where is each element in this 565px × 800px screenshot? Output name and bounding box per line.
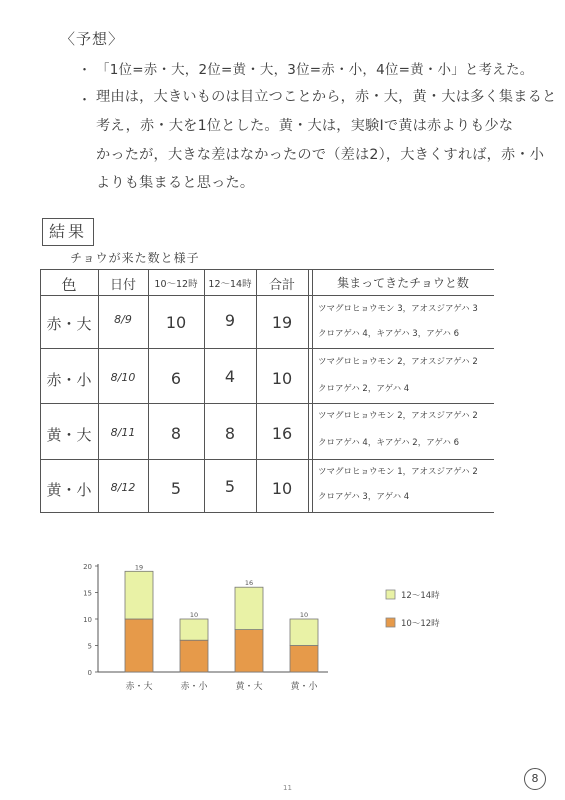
bar-segment	[180, 640, 208, 672]
prediction-point-1: 「1位=赤・大，2位=黄・大，3位=赤・小，4位=黄・小」と考えた。	[96, 62, 534, 78]
row-date: 8/12	[110, 481, 136, 494]
row-butterflies-line: ツマグロヒョウモン 2，アオスジアゲハ 2	[318, 357, 478, 367]
legend-swatch	[386, 618, 395, 627]
table-border	[148, 269, 149, 513]
y-tick-label: 15	[83, 589, 92, 598]
header-am: 10～12時	[154, 279, 198, 290]
row-date: 8/9	[114, 313, 132, 326]
table-border	[256, 269, 257, 513]
results-table	[40, 269, 494, 513]
row-pm: 4	[224, 367, 236, 386]
prediction-point-2-line-4: よりも集まると思った。	[96, 175, 255, 191]
table-border	[40, 295, 494, 296]
header-date: 日付	[109, 278, 136, 293]
row-pm: 8	[224, 424, 236, 443]
header-butterflies: 集まってきたチョウと数	[337, 276, 469, 290]
row-date: 8/11	[110, 426, 136, 439]
row-total: 16	[271, 424, 293, 443]
bar-total-label: 19	[134, 563, 144, 572]
bar-segment	[235, 630, 263, 672]
legend-label: 12～14時	[401, 591, 440, 601]
y-tick-label: 5	[87, 642, 92, 651]
bar-segment	[125, 571, 153, 619]
x-tick-label: 黄・大	[235, 682, 263, 692]
row-am: 6	[170, 369, 182, 388]
row-pm: 9	[224, 311, 236, 330]
bullet-marker: ・	[78, 93, 92, 108]
legend-swatch	[386, 590, 395, 599]
x-tick-label: 黄・小	[290, 682, 318, 692]
bullet-marker: ・	[78, 63, 92, 78]
prediction-heading: 〈予想〉	[60, 30, 125, 48]
bar-segment	[180, 619, 208, 640]
bar-segment	[125, 619, 153, 672]
row-pm: 5	[224, 477, 236, 496]
page-number: 8	[524, 768, 546, 790]
bar-total-label: 10	[299, 611, 309, 619]
y-tick-label: 20	[83, 563, 92, 571]
bar-total-label: 10	[189, 611, 199, 619]
row-butterflies-line: ツマグロヒョウモン 2，アオスジアゲハ 2	[318, 411, 478, 421]
row-date: 8/10	[110, 371, 136, 384]
row-am: 5	[170, 479, 182, 498]
row-color: 黄・小	[46, 481, 92, 499]
header-pm: 12～14時	[208, 279, 252, 290]
table-border	[40, 348, 494, 349]
row-butterflies-line: クロアゲハ 4，キアゲハ 2，アゲハ 6	[318, 438, 460, 448]
row-butterflies-line: クロアゲハ 4，キアゲハ 3，アゲハ 6	[318, 329, 460, 339]
row-am: 8	[170, 424, 182, 443]
row-total: 19	[271, 313, 293, 332]
x-tick-label: 赤・大	[125, 682, 153, 692]
bar-segment	[290, 619, 318, 646]
prediction-point-2-line-2: 考え，赤・大を1位とした。黄・大は，実験Ⅰで黄は赤よりも少な	[96, 118, 514, 134]
result-label-box: 結果	[42, 218, 94, 246]
table-border	[40, 512, 494, 513]
row-total: 10	[271, 369, 293, 388]
prediction-point-2-line-3: かったが，大きな差はなかったので（差は2），大きくすれば，赤・小	[96, 147, 545, 163]
table-caption: チョウが来た数と様子	[70, 251, 200, 265]
row-am: 10	[165, 313, 187, 332]
table-border	[40, 459, 494, 460]
table-border	[40, 403, 494, 404]
table-border	[308, 269, 309, 513]
x-tick-label: 赤・小	[180, 682, 208, 692]
footer-number: 11	[283, 784, 292, 792]
bar-segment	[235, 587, 263, 629]
row-butterflies-line: クロアゲハ 2，アゲハ 4	[318, 384, 410, 394]
legend-label: 10～12時	[401, 619, 440, 629]
table-border	[98, 269, 99, 513]
row-color: 赤・大	[46, 315, 92, 333]
table-border	[40, 269, 494, 270]
bar-total-label: 16	[244, 579, 254, 588]
row-color: 赤・小	[46, 371, 92, 389]
y-tick-label: 0	[87, 669, 92, 677]
row-total: 10	[271, 479, 293, 498]
row-butterflies-line: クロアゲハ 3，アゲハ 4	[318, 492, 410, 502]
table-border	[40, 269, 41, 513]
bar-segment	[290, 646, 318, 673]
header-color: 色	[61, 276, 77, 294]
y-tick-label: 10	[83, 616, 92, 624]
header-total: 合計	[268, 278, 295, 293]
row-butterflies-line: ツマグロヒョウモン 1，アオスジアゲハ 2	[318, 467, 478, 477]
row-butterflies-line: ツマグロヒョウモン 3，アオスジアゲハ 3	[318, 304, 478, 314]
row-color: 黄・大	[46, 426, 92, 444]
table-border	[312, 269, 313, 513]
stacked-bar-chart	[80, 560, 480, 700]
prediction-point-2-line-1: 理由は，大きいものは目立つことから，赤・大，黄・大は多く集まると	[96, 89, 557, 105]
